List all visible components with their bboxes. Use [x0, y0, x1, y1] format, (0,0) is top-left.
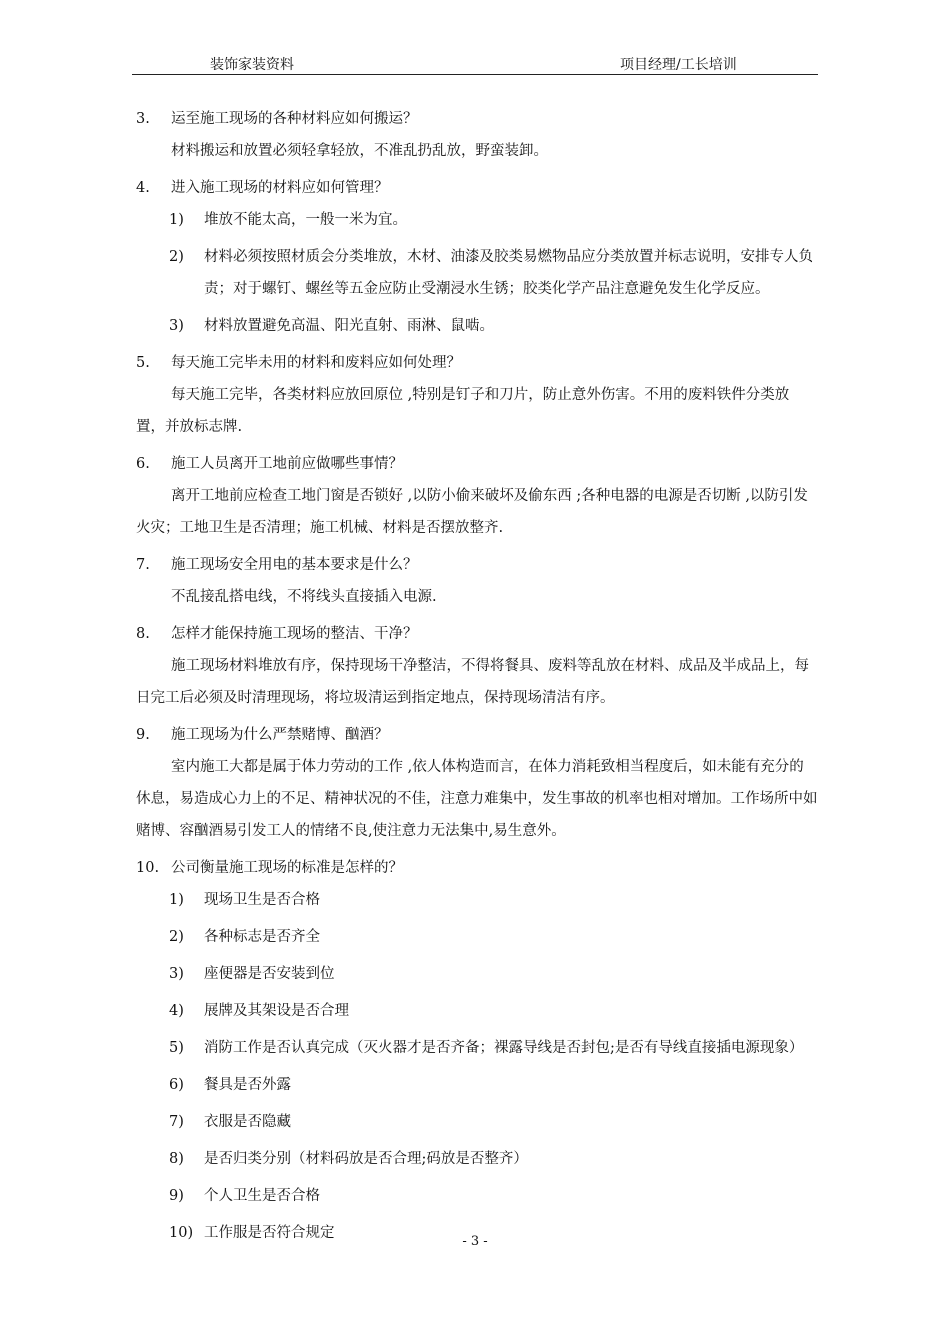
list-item — [136, 1143, 818, 1175]
question-heading — [136, 453, 818, 475]
answer-paragraph — [136, 650, 818, 714]
item-text: 进入施工现场的材料应如何管理？ — [171, 180, 389, 196]
item-number: 3) — [169, 318, 184, 334]
list-item — [136, 241, 818, 305]
item-number: 1) — [169, 892, 184, 908]
item-number: 7. — [136, 557, 150, 573]
item-text: 衣服是否隐藏 — [204, 1114, 291, 1130]
document-body — [136, 108, 818, 1259]
item-text: 公司衡量施工现场的标准是怎样的？ — [171, 860, 403, 876]
item-text: 怎样才能保持施工现场的整洁、干净？ — [171, 626, 418, 642]
question-heading — [136, 623, 818, 645]
answer-paragraph — [136, 379, 818, 443]
item-text: 座便器是否安装到位 — [204, 966, 335, 982]
item-text: 餐具是否外露 — [204, 1077, 291, 1093]
item-text: 每天施工完毕未用的材料和废料应如何处理？ — [171, 355, 461, 371]
page-number: - 3 - — [462, 1234, 488, 1249]
item-number: 9. — [136, 727, 150, 743]
item-number: 10) — [169, 1225, 194, 1241]
list-item — [136, 1106, 818, 1138]
list-item — [136, 921, 818, 953]
item-text: 工作服是否符合规定 — [204, 1225, 335, 1241]
answer-paragraph — [136, 135, 818, 167]
list-item — [136, 995, 818, 1027]
item-text: 展牌及其架设是否合理 — [204, 1003, 349, 1019]
list-item — [136, 958, 818, 990]
item-text: 施工现场安全用电的基本要求是什么？ — [171, 557, 418, 573]
item-number: 5) — [169, 1040, 184, 1056]
item-number: 10. — [136, 860, 160, 876]
header-right-title: 项目经理/工长培训 — [620, 57, 737, 73]
item-text: 每天施工完毕，各类材料应放回原位 ,特别是钉子和刀片，防止意外伤害。不用的废料铁件分类放置，并放标志牌. — [136, 387, 790, 435]
item-number: 6) — [169, 1077, 184, 1093]
item-text: 消防工作是否认真完成（灭火器才是否齐备；裸露导线是否封包;是否有导线直接插电源现象） — [204, 1040, 804, 1056]
question-heading — [136, 724, 818, 746]
item-text: 材料必须按照材质会分类堆放，木材、油漆及胶类易燃物品应分类放置并标志说明，安排专人负责；对于螺钉、螺丝等五金应防止受潮浸水生锈；胶类化学产品注意避免发生化学反应。 — [204, 249, 813, 297]
list-item — [136, 1069, 818, 1101]
answer-paragraph — [136, 581, 818, 613]
item-number: 8) — [169, 1151, 184, 1167]
item-number: 6. — [136, 456, 150, 472]
item-number: 2) — [169, 929, 184, 945]
item-text: 是否归类分别（材料码放是否合理;码放是否整齐） — [204, 1151, 528, 1167]
item-text: 施工现场材料堆放有序，保持现场干净整洁，不得将餐具、废料等乱放在材料、成品及半成品上，每日完工后必须及时清理现场，将垃圾清运到指定地点，保持现场清洁有序。 — [136, 658, 809, 706]
item-text: 材料搬运和放置必须轻拿轻放，不准乱扔乱放，野蛮装卸。 — [171, 143, 548, 159]
item-number: 8. — [136, 626, 150, 642]
list-item — [136, 1180, 818, 1212]
item-number: 3) — [169, 966, 184, 982]
question-heading — [136, 857, 818, 879]
question-heading — [136, 177, 818, 199]
item-text: 不乱接乱搭电线，不将线头直接插入电源. — [171, 589, 437, 605]
item-text: 材料放置避免高温、阳光直射、雨淋、鼠啮。 — [204, 318, 494, 334]
item-text: 施工人员离开工地前应做哪些事情？ — [171, 456, 403, 472]
item-number: 9) — [169, 1188, 184, 1204]
list-item — [136, 204, 818, 236]
item-text: 室内施工大都是属于体力劳动的工作 ,依人体构造而言，在体力消耗致相当程度后，如未能有充分的休息，易造成心力上的不足、精神状况的不佳，注意力难集中，发生事故的机率也相对增加。工作场所中如赌博、容酗酒易引发工人的情绪不良,使注意力无法集中,易生意外。 — [136, 759, 818, 839]
question-heading — [136, 554, 818, 576]
item-number: 7) — [169, 1114, 184, 1130]
item-text: 个人卫生是否合格 — [204, 1188, 320, 1204]
question-heading — [136, 352, 818, 374]
item-text: 离开工地前应检查工地门窗是否锁好 ,以防小偷来破坏及偷东西 ;各种电器的电源是否切断 ,以防引发火灾；工地卫生是否清理；施工机械、材料是否摆放整齐. — [136, 488, 808, 536]
list-item — [136, 310, 818, 342]
answer-paragraph — [136, 480, 818, 544]
item-number: 4) — [169, 1003, 184, 1019]
item-text: 堆放不能太高，一般一米为宜。 — [204, 212, 407, 228]
question-heading — [136, 108, 818, 130]
item-number: 3. — [136, 111, 150, 127]
list-item — [136, 1032, 818, 1064]
item-number: 4. — [136, 180, 150, 196]
page-header — [132, 56, 818, 75]
item-number: 2) — [169, 249, 184, 265]
answer-paragraph — [136, 751, 818, 847]
item-text: 运至施工现场的各种材料应如何搬运？ — [171, 111, 418, 127]
item-text: 施工现场为什么严禁赌博、酗酒？ — [171, 727, 389, 743]
item-text: 现场卫生是否合格 — [204, 892, 320, 908]
list-item — [136, 884, 818, 916]
item-number: 5. — [136, 355, 150, 371]
item-number: 1) — [169, 212, 184, 228]
header-left-title: 装饰家装资料 — [210, 57, 294, 73]
item-text: 各种标志是否齐全 — [204, 929, 320, 945]
